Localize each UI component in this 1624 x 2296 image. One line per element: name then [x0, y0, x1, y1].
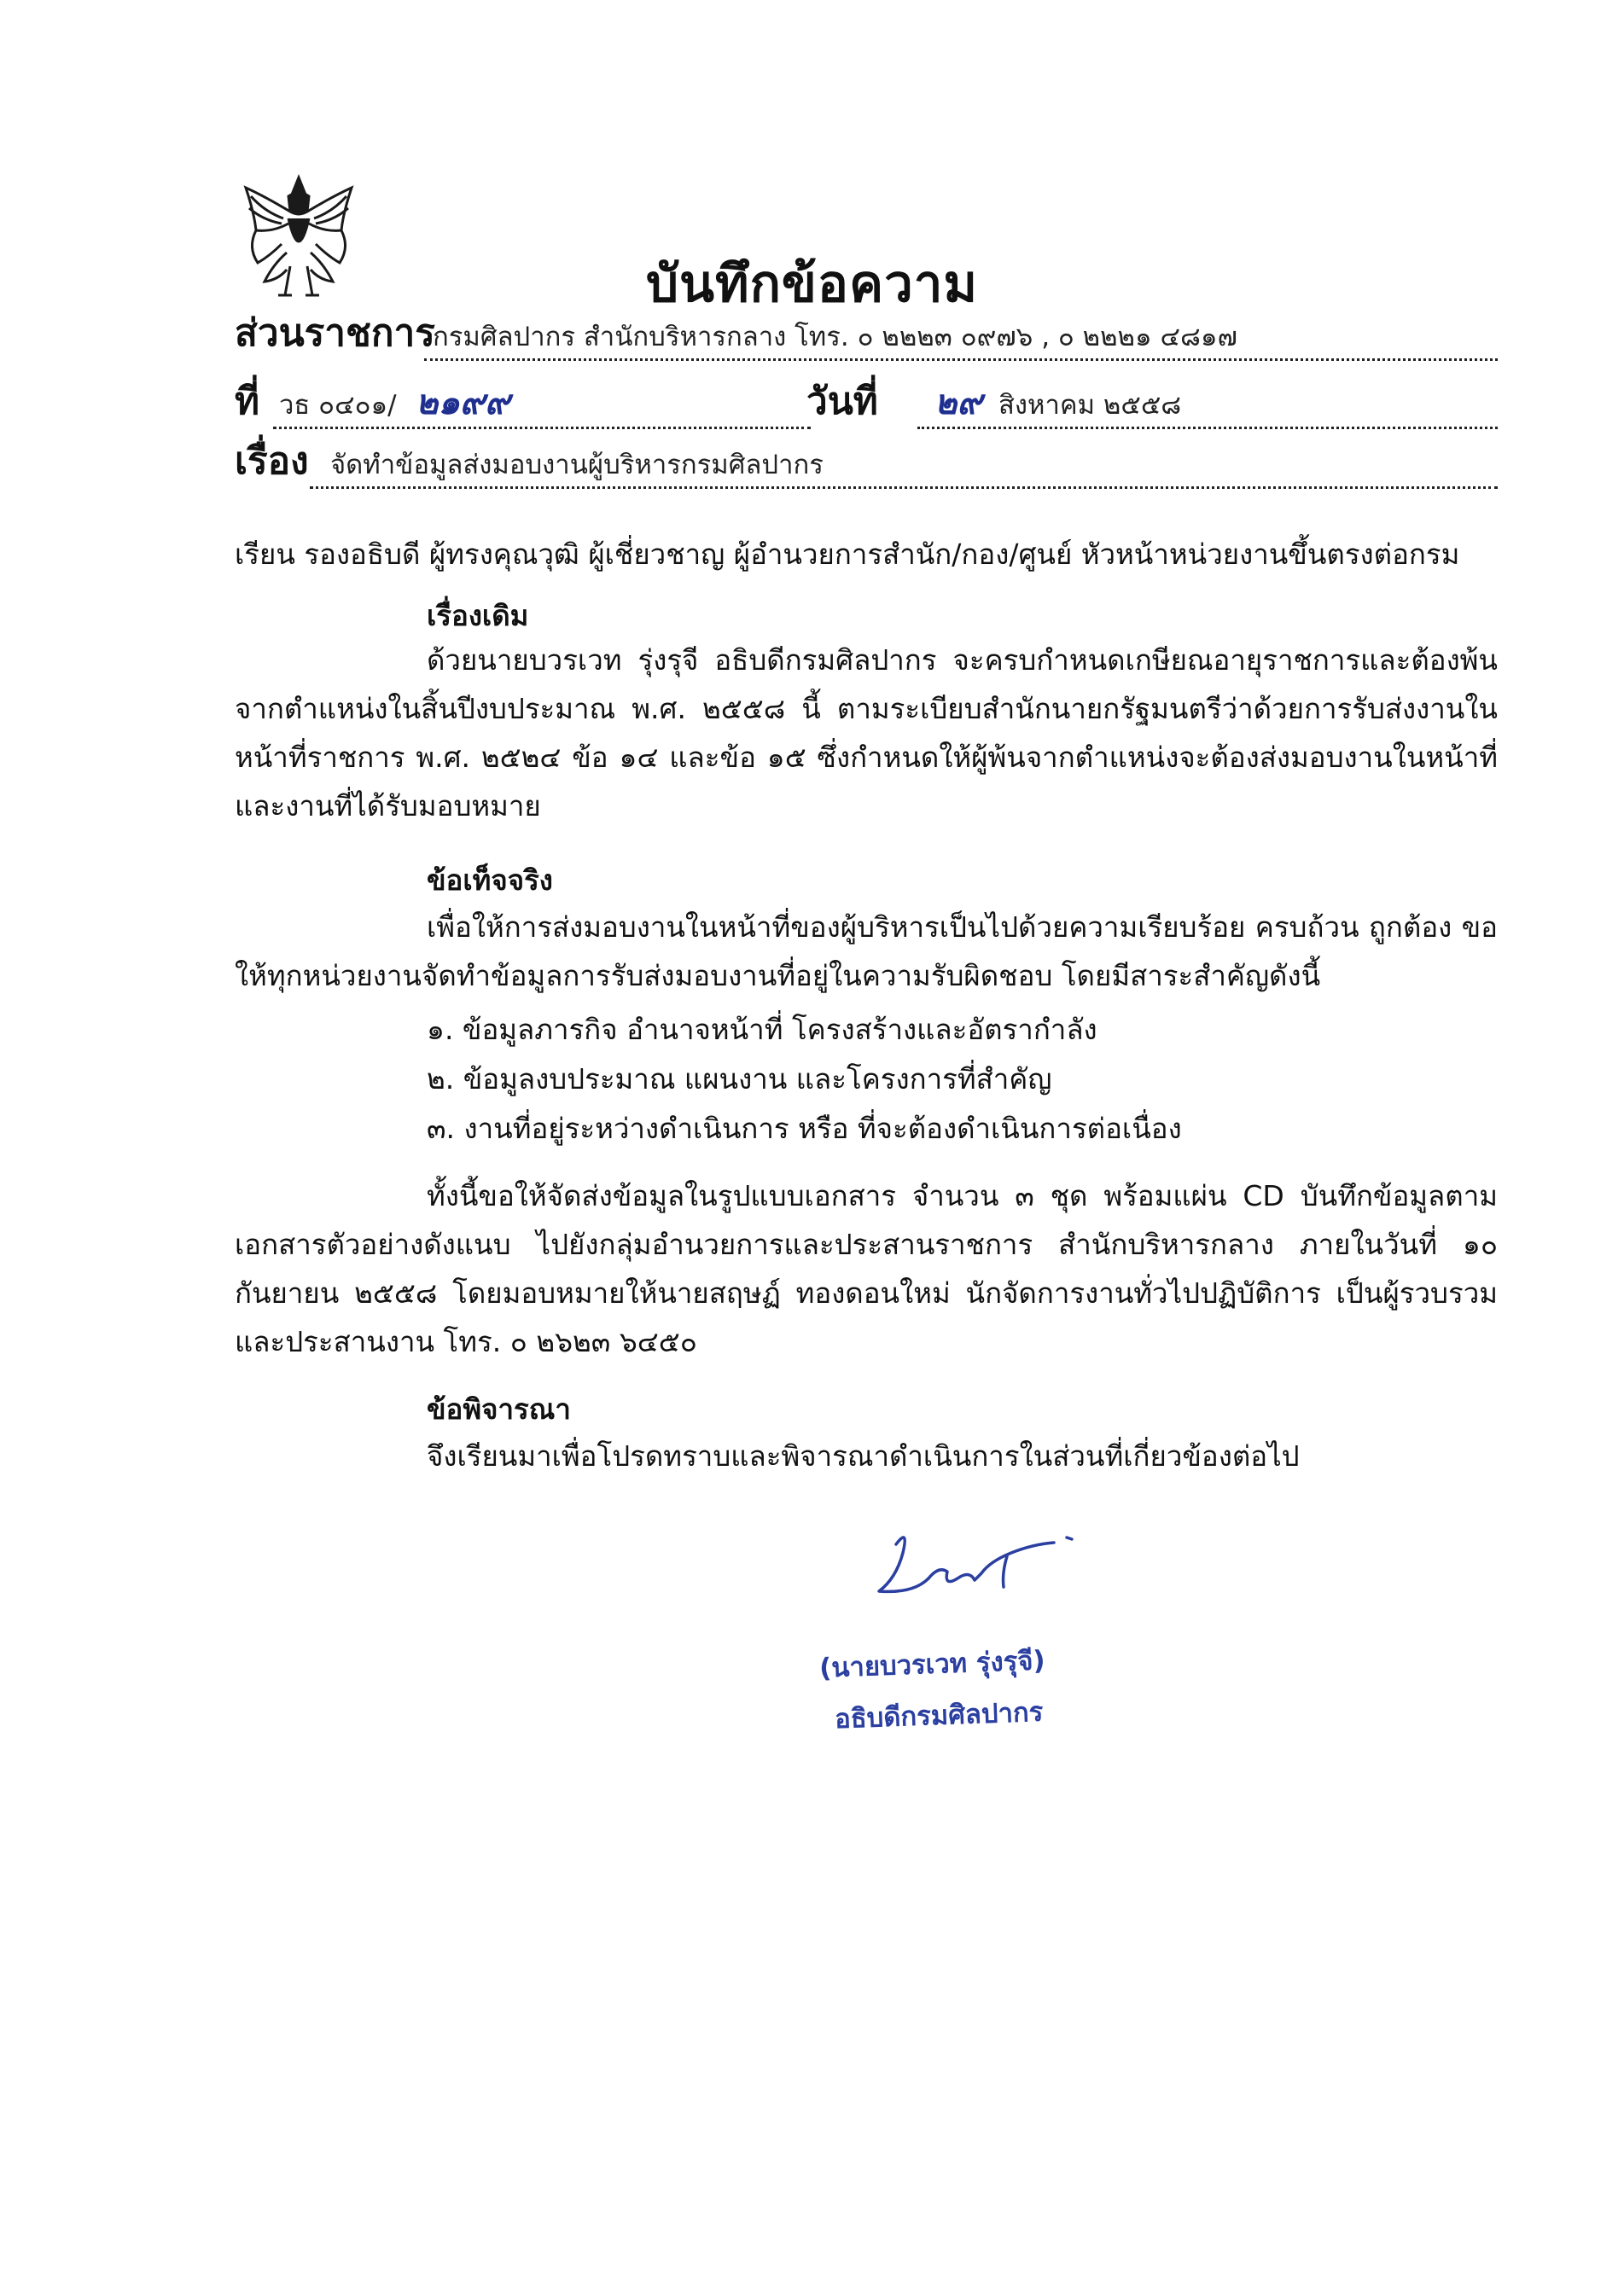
facts-item-1: ๑. ข้อมูลภารกิจ อำนาจหน้าที่ โครงสร้างและอัตรากำลัง [427, 1013, 1097, 1046]
subject-dotted-line [310, 486, 1498, 489]
facts-heading: ข้อเท็จจริง [427, 863, 553, 897]
signatory-title: อธิบดีกรมศิลปากร [834, 1696, 1044, 1735]
reference-prefix: วธ ๐๔๐๑/ [279, 390, 397, 421]
handwritten-signature [862, 1519, 1084, 1621]
reference-dotted-line [273, 427, 811, 429]
reference-row [235, 380, 1498, 439]
facts-item-3: ๓. งานที่อยู่ระหว่างดำเนินการ หรือ ที่จะต้องดำเนินการต่อเนื่อง [427, 1112, 1182, 1145]
background-paragraph: ด้วยนายบวรเวท รุ่งรุจี อธิบดีกรมศิลปากร จะครบกำหนดเกษียณอายุราชการและต้องพ้นจากตำแหน่งในสิ้นปีงบประมาณ พ.ศ. ๒๕๕๘ นี้ ตามระเบียบสำนักนายกรัฐมนตรีว่าด้วยการรับส่งงานในหน้าที่ราชการ พ.ศ. ๒๕๒๔ ข้อ ๑๔ และข้อ ๑๕ ซึ่งกำหนดให้ผู้พ้นจากตำแหน่งจะต้องส่งมอบงานในหน้าที่และงานที่ได้รับมอบหมาย [235, 643, 1498, 822]
memo-title: บันทึกข้อความ [645, 254, 979, 314]
signatory-name: (นายบวรเวท รุ่งรุจี) [818, 1645, 1046, 1684]
agency-row [235, 311, 1498, 371]
salutation: เรียน รองอธิบดี ผู้ทรงคุณวุฒิ ผู้เชี่ยวชาญ ผู้อำนวยการสำนัก/กอง/ศูนย์ หัวหน้าหน่วยงานขึ้นตรงต่อกรม [235, 538, 1460, 571]
agency-value: กรมศิลปากร สำนักบริหารกลาง โทร. ๐ ๒๒๒๓ ๐๙๗๖ , ๐ ๒๒๒๑ ๔๘๑๗ [433, 322, 1237, 352]
instruction-paragraph: ทั้งนี้ขอให้จัดส่งข้อมูลในรูปแบบเอกสาร จำนวน ๓ ชุด พร้อมแผ่น CD บันทึกข้อมูลตามเอกสารตัวอย่างดังแนบ ไปยังกลุ่มอำนวยการและประสานราชการ สำนักบริหารกลาง ภายในวันที่ ๑๐ กันยายน ๒๕๕๘ โดยมอบหมายให้นายสฤษฏ์ ทองดอนใหม่ นักจัดการงานทั่วไปปฏิบัติการ เป็นผู้รวบรวมและประสานงาน โทร. ๐ ๒๖๒๓ ๖๔๕๐ [235, 1179, 1498, 1358]
subject-row [235, 439, 1498, 499]
reference-number-handwritten: ๒๑๙๙ [416, 383, 510, 422]
date-label: วันที่ [806, 380, 878, 423]
date-day-handwritten: ๒๙ [934, 383, 982, 422]
facts-paragraph: เพื่อให้การส่งมอบงานในหน้าที่ของผู้บริหารเป็นไปด้วยความเรียบร้อย ครบถ้วน ถูกต้อง ขอให้ทุกหน่วยงานจัดทำข้อมูลการรับส่งมอบงานที่อยู่ในความรับผิดชอบ โดยมีสาระสำคัญดังนี้ [235, 910, 1498, 992]
date-month-year: สิงหาคม ๒๕๕๘ [998, 390, 1182, 421]
subject-label: เรื่อง [235, 439, 309, 483]
consideration-paragraph: จึงเรียนมาเพื่อโปรดทราบและพิจารณาดำเนินการในส่วนที่เกี่ยวข้องต่อไป [427, 1439, 1300, 1473]
reference-label: ที่ [235, 380, 260, 423]
agency-dotted-line [424, 358, 1498, 361]
consideration-heading: ข้อพิจารณา [427, 1392, 571, 1426]
background-heading: เรื่องเดิม [427, 599, 529, 632]
subject-value: จัดทำข้อมูลส่งมอบงานผู้บริหารกรมศิลปากร [330, 450, 824, 480]
agency-label: ส่วนราชการ [235, 311, 435, 355]
facts-item-2: ๒. ข้อมูลงบประมาณ แผนงาน และโครงการที่สำคัญ [427, 1062, 1052, 1096]
date-dotted-line [917, 427, 1498, 429]
